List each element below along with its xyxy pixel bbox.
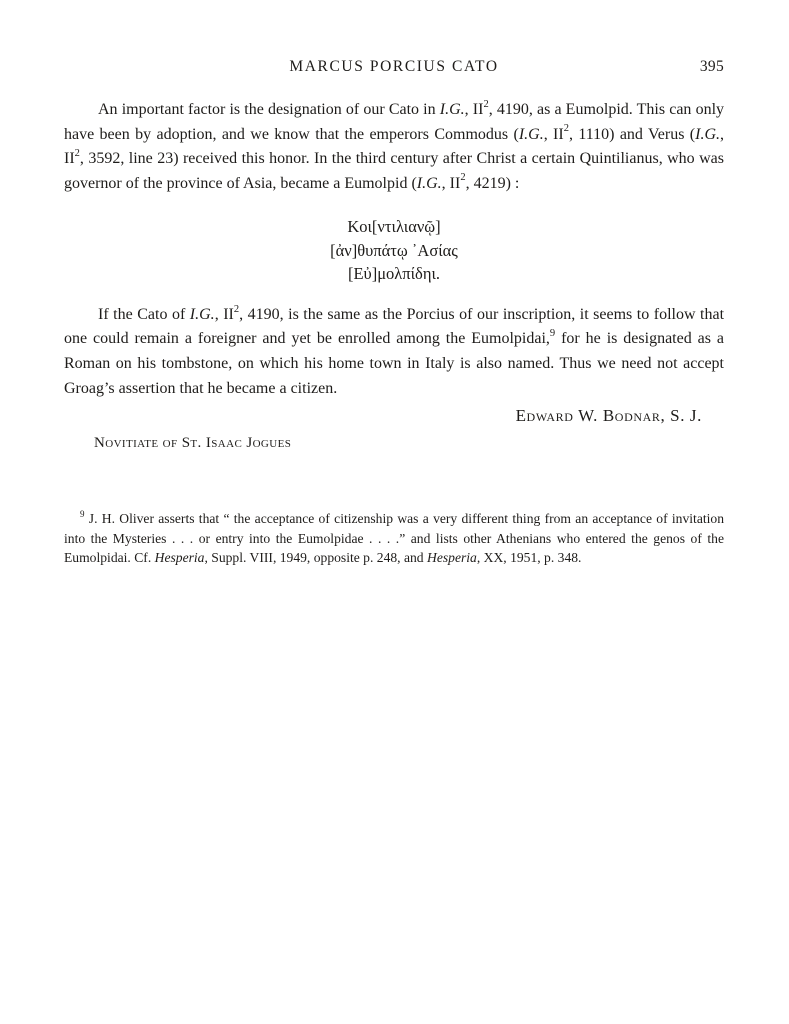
superscript-2: 2	[563, 123, 569, 135]
footnote-9	[64, 509, 724, 568]
text-run: , II	[214, 305, 234, 323]
text-run: An important factor is the designation of our Cato in	[98, 101, 440, 118]
author-affiliation: Novitiate of St. Isaac Jogues	[94, 435, 292, 452]
citation-ig-italic: I.G.	[416, 174, 442, 192]
greek-line: Κοι[ντιλιανῷ]	[347, 217, 441, 237]
text-run: , XX, 1951, p. 348.	[476, 550, 582, 566]
hesperia-italic: Hesperia	[154, 550, 205, 566]
superscript-2: 2	[483, 98, 489, 110]
page-number: 395	[699, 58, 724, 75]
text-run: , II	[64, 125, 724, 168]
text-run: for he is designated as a Roman on his tombstone, on which his home town in Italy is also named. Thus we need not accept Groag’s assertion that he became a citizen.	[64, 330, 725, 397]
running-head-title: MARCUS PORCIUS CATO	[289, 58, 499, 75]
superscript-2: 2	[460, 172, 466, 184]
text-run: , 1110) and Verus (	[568, 125, 696, 143]
greek-inscription-block	[64, 215, 724, 286]
text-run: , Suppl. VIII, 1949, opposite p. 248, and	[204, 550, 427, 566]
superscript-2: 2	[233, 303, 240, 315]
text-run: J. H. Oliver asserts that “ the acceptance of citizenship was a very different thing from an acceptance of invitation into the Mysteries . . . or entry into the Eumolpidae . . . .” and lists other Athenians who entered the genos of the Eumolpidai. Cf.	[64, 511, 724, 566]
page-header	[64, 58, 724, 76]
text-run: , 4190, is the same as the Porcius of our inscription, it seems to follow that one could remain a foreigner and yet be enrolled among the Eumolpidai,	[64, 305, 725, 348]
footnote-ref-9: 9	[549, 328, 556, 340]
footnote-number-9: 9	[80, 508, 85, 519]
citation-ig-italic: I.G.	[695, 125, 720, 143]
text-run: , 4219) :	[465, 174, 520, 192]
paragraph-2	[64, 303, 724, 401]
citation-ig-italic: I.G.	[518, 125, 544, 143]
paragraph-1	[64, 98, 724, 196]
greek-line: [ἀν]θυπάτῳ ᾿Ασίας	[330, 240, 458, 260]
author-signature: Edward W. Bodnar, S. J.	[515, 406, 702, 426]
superscript-2: 2	[74, 147, 80, 159]
text-run: , 3592, line 23) received this honor. In the third century after Christ a certain Quintilianus, who was governor of the province of Asia, became a Eumolpid (	[64, 150, 724, 192]
citation-ig-italic: I.G.	[189, 305, 215, 323]
text-run: , II	[464, 101, 484, 118]
greek-line: [Εὐ]μολπίδηι.	[347, 264, 441, 284]
citation-ig-italic: I.G.	[439, 101, 465, 118]
text-run: , II	[441, 174, 461, 192]
text-run: If the Cato of	[98, 305, 190, 323]
text-run: , 4190, as a Eumolpid. This can only have been by adoption, and we know that the emperors Commodus (	[64, 101, 725, 143]
text-run: , II	[543, 125, 564, 143]
hesperia-italic: Hesperia	[427, 550, 477, 566]
